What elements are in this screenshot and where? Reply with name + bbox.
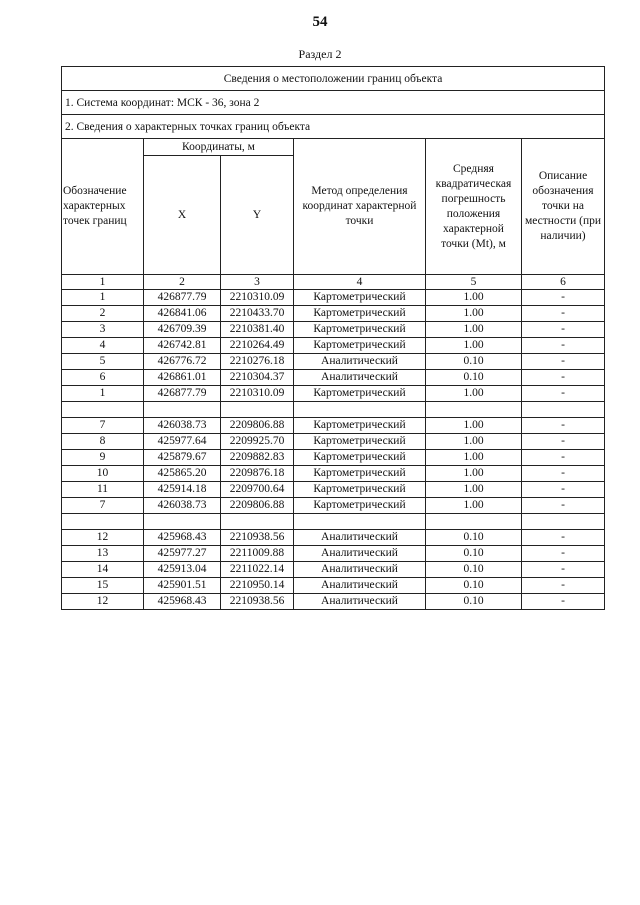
- description-cell: -: [522, 594, 605, 610]
- error-cell: 0.10: [426, 594, 522, 610]
- description-cell: -: [522, 338, 605, 354]
- method-cell: Картометрический: [294, 498, 426, 514]
- header-x: X: [144, 156, 221, 275]
- point-number-cell: 6: [62, 370, 144, 386]
- point-number-cell: 14: [62, 562, 144, 578]
- description-cell: -: [522, 370, 605, 386]
- header-description: Описание обозначения точки на местности (при наличии): [522, 139, 605, 275]
- column-number: 3: [221, 275, 294, 290]
- point-number-cell: 10: [62, 466, 144, 482]
- error-cell: 1.00: [426, 434, 522, 450]
- x-coordinate-cell: 426038.73: [144, 498, 221, 514]
- y-coordinate-cell: 2210310.09: [221, 386, 294, 402]
- y-coordinate-cell: 2211022.14: [221, 562, 294, 578]
- y-coordinate-cell: 2209806.88: [221, 418, 294, 434]
- table-row: [62, 290, 605, 306]
- error-cell: 1.00: [426, 290, 522, 306]
- y-coordinate-cell: 2210276.18: [221, 354, 294, 370]
- error-cell: 1.00: [426, 498, 522, 514]
- y-coordinate-cell: 2209700.64: [221, 482, 294, 498]
- y-coordinate-cell: 2210950.14: [221, 578, 294, 594]
- description-cell: [522, 514, 605, 530]
- y-coordinate-cell: 2210938.56: [221, 594, 294, 610]
- method-cell: [294, 402, 426, 418]
- header-method: Метод определения координат характерной точки: [294, 139, 426, 275]
- table-row: [62, 338, 605, 354]
- header-error: Средняя квадратическая погрешность положения характерной точки (Mt), м: [426, 139, 522, 275]
- description-cell: -: [522, 466, 605, 482]
- header-y: Y: [221, 156, 294, 275]
- x-coordinate-cell: 426861.01: [144, 370, 221, 386]
- error-cell: 0.10: [426, 578, 522, 594]
- description-cell: -: [522, 498, 605, 514]
- description-cell: -: [522, 290, 605, 306]
- y-coordinate-cell: 2210938.56: [221, 530, 294, 546]
- point-number-cell: 4: [62, 338, 144, 354]
- x-coordinate-cell: [144, 514, 221, 530]
- point-number-cell: [62, 402, 144, 418]
- coordinate-system: 1. Система координат: МСК - 36, зона 2: [62, 91, 605, 115]
- error-cell: 1.00: [426, 306, 522, 322]
- point-number-cell: 8: [62, 434, 144, 450]
- y-coordinate-cell: 2210433.70: [221, 306, 294, 322]
- table-row: [62, 386, 605, 402]
- y-coordinate-cell: 2210264.49: [221, 338, 294, 354]
- error-cell: 1.00: [426, 466, 522, 482]
- error-cell: 1.00: [426, 418, 522, 434]
- x-coordinate-cell: 426841.06: [144, 306, 221, 322]
- boundary-table: [61, 66, 605, 610]
- x-coordinate-cell: 425879.67: [144, 450, 221, 466]
- y-coordinate-cell: [221, 514, 294, 530]
- x-coordinate-cell: 425914.18: [144, 482, 221, 498]
- method-cell: Картометрический: [294, 450, 426, 466]
- description-cell: -: [522, 434, 605, 450]
- point-number-cell: 9: [62, 450, 144, 466]
- description-cell: -: [522, 354, 605, 370]
- table-row: [62, 370, 605, 386]
- x-coordinate-cell: [144, 402, 221, 418]
- error-cell: 0.10: [426, 530, 522, 546]
- y-coordinate-cell: 2210381.40: [221, 322, 294, 338]
- method-cell: Аналитический: [294, 546, 426, 562]
- error-cell: 1.00: [426, 322, 522, 338]
- table-row: [62, 322, 605, 338]
- table-row: [62, 434, 605, 450]
- error-cell: [426, 402, 522, 418]
- error-cell: 0.10: [426, 354, 522, 370]
- y-coordinate-cell: 2210304.37: [221, 370, 294, 386]
- point-number-cell: 15: [62, 578, 144, 594]
- point-number-cell: 11: [62, 482, 144, 498]
- table-row: [62, 354, 605, 370]
- point-number-cell: 7: [62, 418, 144, 434]
- point-number-cell: 5: [62, 354, 144, 370]
- table-row: [62, 530, 605, 546]
- x-coordinate-cell: 426877.79: [144, 290, 221, 306]
- error-cell: 0.10: [426, 546, 522, 562]
- description-cell: -: [522, 450, 605, 466]
- x-coordinate-cell: 426877.79: [144, 386, 221, 402]
- y-coordinate-cell: 2209925.70: [221, 434, 294, 450]
- method-cell: [294, 514, 426, 530]
- x-coordinate-cell: 425865.20: [144, 466, 221, 482]
- x-coordinate-cell: 425977.27: [144, 546, 221, 562]
- y-coordinate-cell: 2209806.88: [221, 498, 294, 514]
- table-row: [62, 594, 605, 610]
- table-row: [62, 562, 605, 578]
- separator-row: [62, 514, 605, 530]
- method-cell: Аналитический: [294, 530, 426, 546]
- error-cell: [426, 514, 522, 530]
- column-number-row: [62, 275, 605, 290]
- x-coordinate-cell: 426038.73: [144, 418, 221, 434]
- method-cell: Аналитический: [294, 370, 426, 386]
- x-coordinate-cell: 425977.64: [144, 434, 221, 450]
- description-cell: -: [522, 386, 605, 402]
- method-cell: Аналитический: [294, 594, 426, 610]
- y-coordinate-cell: 2209882.83: [221, 450, 294, 466]
- error-cell: 1.00: [426, 386, 522, 402]
- column-number: 5: [426, 275, 522, 290]
- x-coordinate-cell: 425913.04: [144, 562, 221, 578]
- table-row: [62, 306, 605, 322]
- point-number-cell: [62, 514, 144, 530]
- x-coordinate-cell: 426742.81: [144, 338, 221, 354]
- header-coordinates: Координаты, м: [144, 139, 294, 156]
- method-cell: Аналитический: [294, 354, 426, 370]
- point-number-cell: 1: [62, 386, 144, 402]
- points-section-title: 2. Сведения о характерных точках границ объекта: [62, 115, 605, 139]
- point-number-cell: 1: [62, 290, 144, 306]
- x-coordinate-cell: 425901.51: [144, 578, 221, 594]
- section-title: Раздел 2: [298, 47, 342, 61]
- error-cell: 1.00: [426, 338, 522, 354]
- method-cell: Картометрический: [294, 386, 426, 402]
- description-cell: -: [522, 578, 605, 594]
- y-coordinate-cell: 2209876.18: [221, 466, 294, 482]
- description-cell: -: [522, 562, 605, 578]
- point-number-cell: 12: [62, 594, 144, 610]
- method-cell: Картометрический: [294, 290, 426, 306]
- y-coordinate-cell: 2211009.88: [221, 546, 294, 562]
- table-row: [62, 578, 605, 594]
- point-number-cell: 12: [62, 530, 144, 546]
- description-cell: -: [522, 546, 605, 562]
- table-title: Сведения о местоположении границ объекта: [62, 67, 605, 91]
- page-number: 54: [312, 14, 328, 30]
- point-number-cell: 2: [62, 306, 144, 322]
- table-row: [62, 466, 605, 482]
- method-cell: Аналитический: [294, 578, 426, 594]
- method-cell: Картометрический: [294, 322, 426, 338]
- method-cell: Картометрический: [294, 434, 426, 450]
- method-cell: Аналитический: [294, 562, 426, 578]
- method-cell: Картометрический: [294, 482, 426, 498]
- table-row: [62, 418, 605, 434]
- column-number: 6: [522, 275, 605, 290]
- point-number-cell: 3: [62, 322, 144, 338]
- description-cell: -: [522, 322, 605, 338]
- separator-row: [62, 402, 605, 418]
- description-cell: [522, 402, 605, 418]
- x-coordinate-cell: 425968.43: [144, 594, 221, 610]
- error-cell: 0.10: [426, 370, 522, 386]
- method-cell: Картометрический: [294, 306, 426, 322]
- description-cell: -: [522, 530, 605, 546]
- y-coordinate-cell: 2210310.09: [221, 290, 294, 306]
- x-coordinate-cell: 425968.43: [144, 530, 221, 546]
- error-cell: 0.10: [426, 562, 522, 578]
- method-cell: Картометрический: [294, 466, 426, 482]
- method-cell: Картометрический: [294, 418, 426, 434]
- x-coordinate-cell: 426776.72: [144, 354, 221, 370]
- point-number-cell: 7: [62, 498, 144, 514]
- y-coordinate-cell: [221, 402, 294, 418]
- method-cell: Картометрический: [294, 338, 426, 354]
- error-cell: 1.00: [426, 450, 522, 466]
- table-row: [62, 546, 605, 562]
- column-number: 2: [144, 275, 221, 290]
- x-coordinate-cell: 426709.39: [144, 322, 221, 338]
- table-row: [62, 498, 605, 514]
- description-cell: -: [522, 418, 605, 434]
- error-cell: 1.00: [426, 482, 522, 498]
- header-point-designation: Обозначение характерных точек границ: [62, 139, 144, 275]
- column-number: 4: [294, 275, 426, 290]
- description-cell: -: [522, 306, 605, 322]
- column-number: 1: [62, 275, 144, 290]
- table-row: [62, 450, 605, 466]
- table-row: [62, 482, 605, 498]
- point-number-cell: 13: [62, 546, 144, 562]
- description-cell: -: [522, 482, 605, 498]
